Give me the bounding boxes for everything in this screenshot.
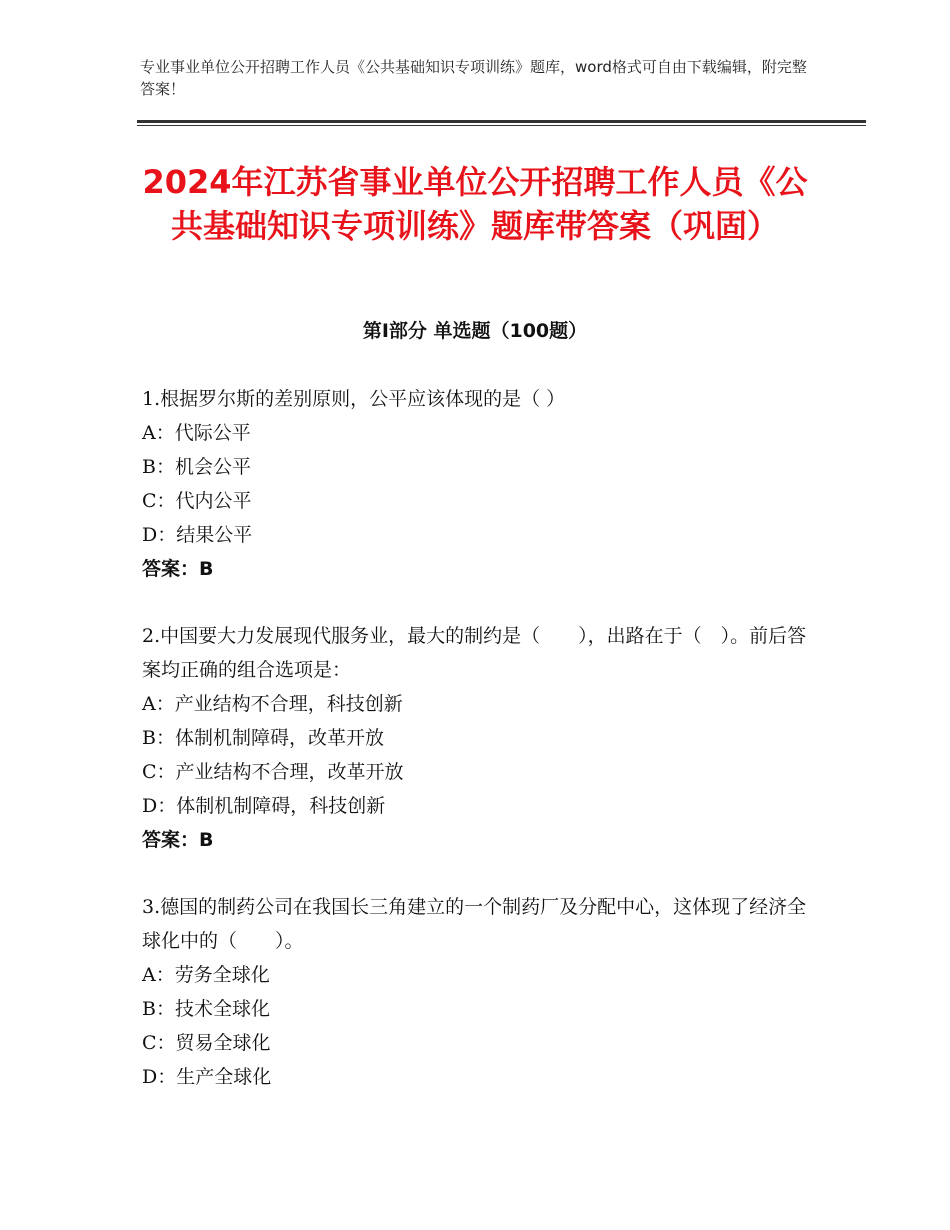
option-a: A：代际公平	[142, 422, 251, 444]
answer-value: B	[199, 558, 214, 580]
question-stem: 2.中国要大力发展现代服务业，最大的制约是（ ），出路在于（ ）。前后答案均正确的组合选项是：	[142, 625, 807, 681]
document-title: 2024年江苏省事业单位公开招聘工作人员《公共基础知识专项训练》题库带答案（巩固）	[142, 163, 808, 245]
header-rule-thick	[137, 120, 866, 123]
option-c: C：代内公平	[142, 490, 252, 512]
answer-line	[142, 552, 822, 586]
question-3	[142, 890, 822, 1094]
part-heading: 第Ⅰ部分 单选题（100题）	[362, 320, 588, 342]
header-note: 专业事业单位公开招聘工作人员《公共基础知识专项训练》题库，word格式可自由下载编辑，附完整答案！	[140, 58, 807, 98]
header-rule-thin	[137, 125, 866, 126]
option-b: B：机会公平	[142, 456, 251, 478]
question-2	[142, 619, 822, 857]
option-a: A：劳务全球化	[142, 964, 270, 986]
option-b: B：技术全球化	[142, 998, 270, 1020]
question-1	[142, 382, 822, 586]
option-d: D：结果公平	[142, 524, 253, 546]
option-d: D：体制机制障碍，科技创新	[142, 795, 386, 817]
question-list	[142, 382, 822, 1127]
answer-line	[142, 823, 822, 857]
option-c: C：贸易全球化	[142, 1032, 271, 1054]
option-a: A：产业结构不合理，科技创新	[142, 693, 403, 715]
answer-label: 答案：	[142, 829, 200, 851]
option-b: B：体制机制障碍，改革开放	[142, 727, 384, 749]
option-c: C：产业结构不合理，改革开放	[142, 761, 404, 783]
answer-value: B	[199, 829, 214, 851]
option-d: D：生产全球化	[142, 1066, 272, 1088]
answer-label: 答案：	[142, 558, 200, 580]
question-stem: 3.德国的制药公司在我国长三角建立的一个制药厂及分配中心，这体现了经济全球化中的（ ）。	[142, 896, 807, 952]
question-stem: 1.根据罗尔斯的差别原则，公平应该体现的是（ ）	[142, 388, 566, 410]
